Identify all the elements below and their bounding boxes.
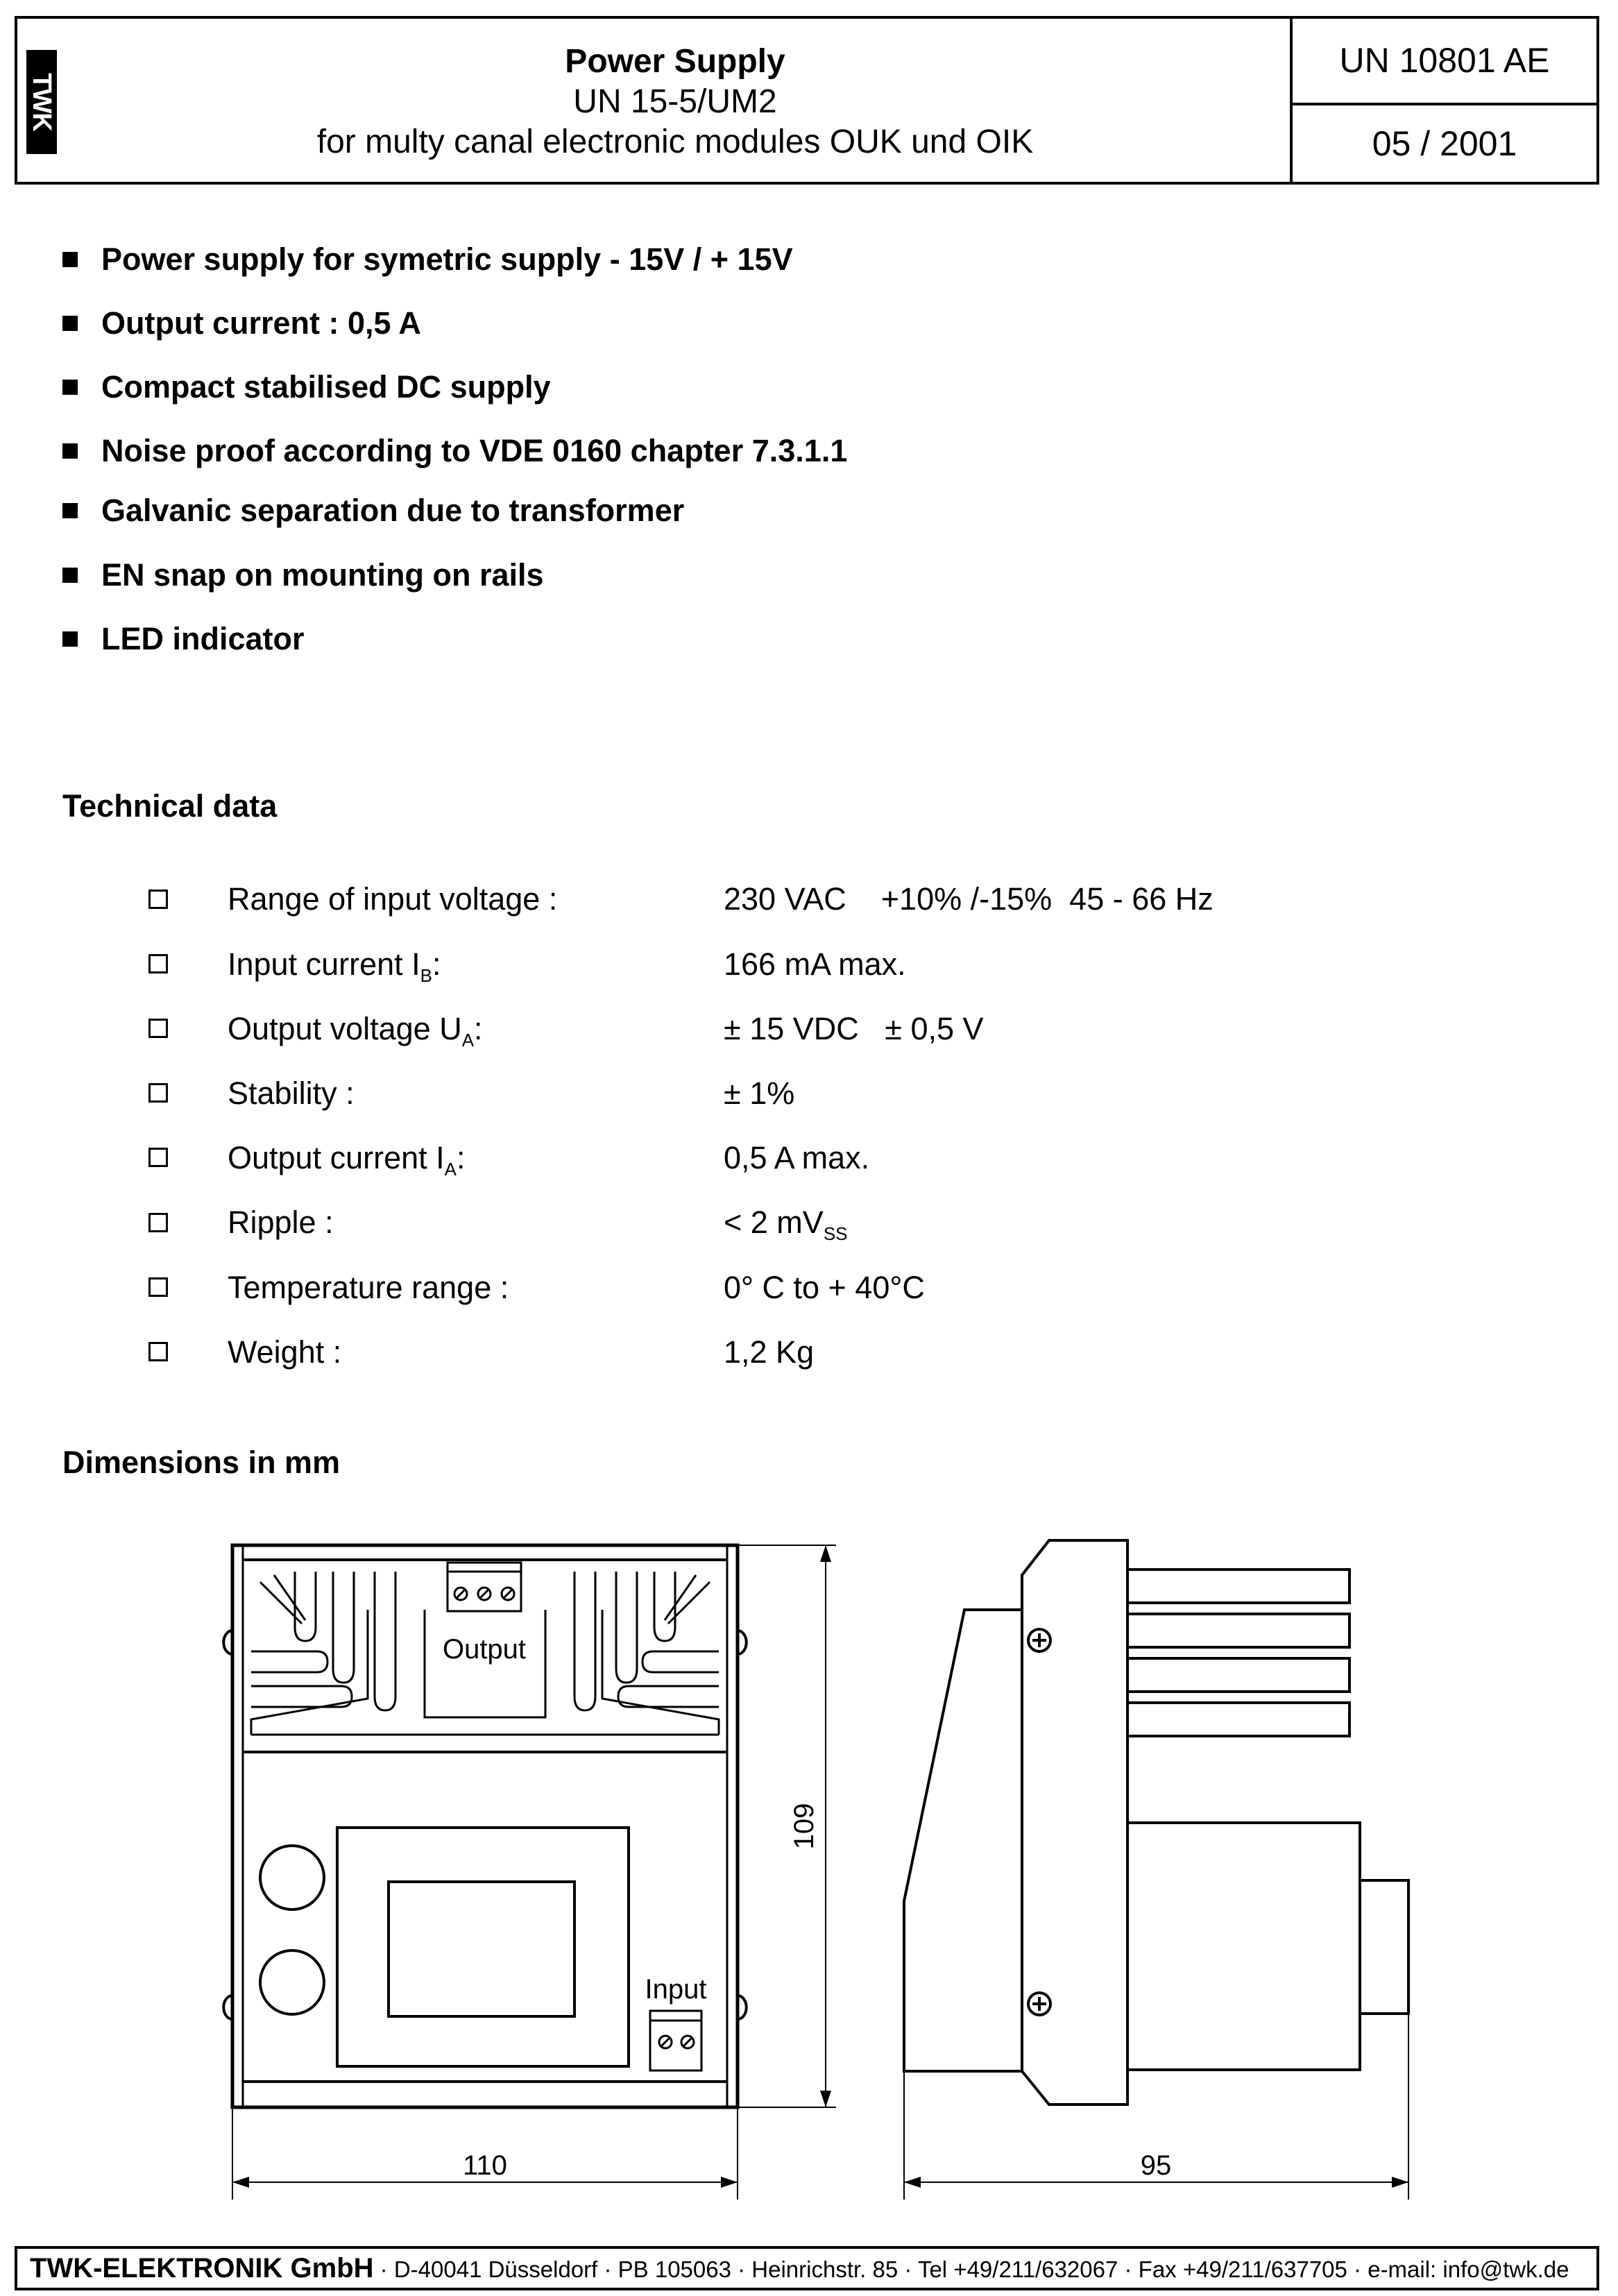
spec-label: Temperature range : (228, 1270, 509, 1305)
bullet-square-icon (62, 252, 78, 267)
spec-label: Weight : (228, 1334, 342, 1370)
footer (15, 2246, 1599, 2290)
bullet-square-icon (62, 380, 78, 395)
feature-item: Compact stabilised DC supply (62, 366, 551, 408)
spec-value: 0,5 A max. (724, 1140, 870, 1175)
width-dimension-label: 110 (463, 2150, 507, 2181)
bullet-square-icon (62, 631, 78, 647)
spec-value: < 2 $mV_{SS}$ (724, 1205, 848, 1244)
spec-value: 0° C to + 40°C (724, 1270, 925, 1305)
spec-value: 166 mA max. (724, 946, 906, 982)
spec-value: 230 VAC +10% /-15% 45 - 66 Hz (724, 881, 1214, 917)
title-area (60, 19, 1293, 182)
checkbox-square-icon (148, 1213, 168, 1232)
input-label: Input (645, 1974, 707, 2005)
footer-address: · D-40041 Düsseldorf · PB 105063 · Heinrichstr. 85 · Tel +49/211/632067 · Fax +49/211/637705 · e-mail: info@twk.de (373, 2256, 1569, 2282)
depth-dimension-label: 95 (1140, 2150, 1172, 2181)
document-number: UN 10801 AE (1293, 19, 1596, 105)
feature-item: LED indicator (62, 618, 305, 660)
bullet-square-icon (62, 503, 78, 518)
document-title: Power Supply (565, 43, 785, 80)
checkbox-square-icon (148, 1019, 168, 1038)
checkbox-square-icon (148, 954, 168, 973)
feature-item: Power supply for symetric supply - 15V / + 15V (62, 239, 793, 280)
spec-label: Range of input voltage : (228, 881, 558, 917)
spec-value: ± 15 VDC ± 0,5 V (724, 1011, 984, 1046)
spec-label: Input current $I_B$: (228, 946, 441, 986)
height-dimension-label: 109 (789, 1803, 819, 1850)
document-date: 05 / 2001 (1372, 124, 1517, 163)
bullet-square-icon (62, 443, 78, 459)
logo (17, 19, 60, 182)
spec-label: Ripple : (228, 1205, 334, 1240)
checkbox-square-icon (148, 890, 168, 909)
logo-text: TWK (26, 50, 57, 154)
checkbox-square-icon (148, 1148, 168, 1167)
dimension-drawing (0, 1513, 1618, 2206)
checkbox-square-icon (148, 1342, 168, 1361)
bullet-square-icon (62, 568, 78, 583)
checkbox-square-icon (148, 1277, 168, 1297)
spec-value: 1,2 Kg (724, 1334, 815, 1370)
feature-item: EN snap on mounting on rails (62, 554, 544, 596)
front-view (223, 1545, 836, 2200)
checkbox-square-icon (148, 1083, 168, 1103)
spec-label: Output voltage $U_A$: (228, 1011, 483, 1051)
dimensions-heading: Dimensions in mm (62, 1445, 341, 1480)
spec-value: ± 1% (724, 1075, 795, 1111)
side-view (904, 1540, 1408, 2200)
feature-item: Output current : 0,5 A (62, 303, 421, 344)
model-number: UN 15-5/UM2 (573, 83, 777, 120)
spec-label: Output current $I_A$: (228, 1140, 466, 1180)
document-subtitle: for multy canal electronic modules OUK und OIK (316, 124, 1034, 160)
spec-label: Stability : (228, 1075, 355, 1111)
output-label: Output (442, 1634, 527, 1665)
bullet-square-icon (62, 316, 78, 331)
technical-data-heading: Technical data (62, 788, 278, 824)
feature-item: Galvanic separation due to transformer (62, 490, 684, 532)
feature-item: Noise proof according to VDE 0160 chapter 7.3.1.1 (62, 430, 847, 472)
document-header (15, 16, 1599, 185)
footer-company: TWK-ELEKTRONIK GmbH (30, 2253, 374, 2284)
